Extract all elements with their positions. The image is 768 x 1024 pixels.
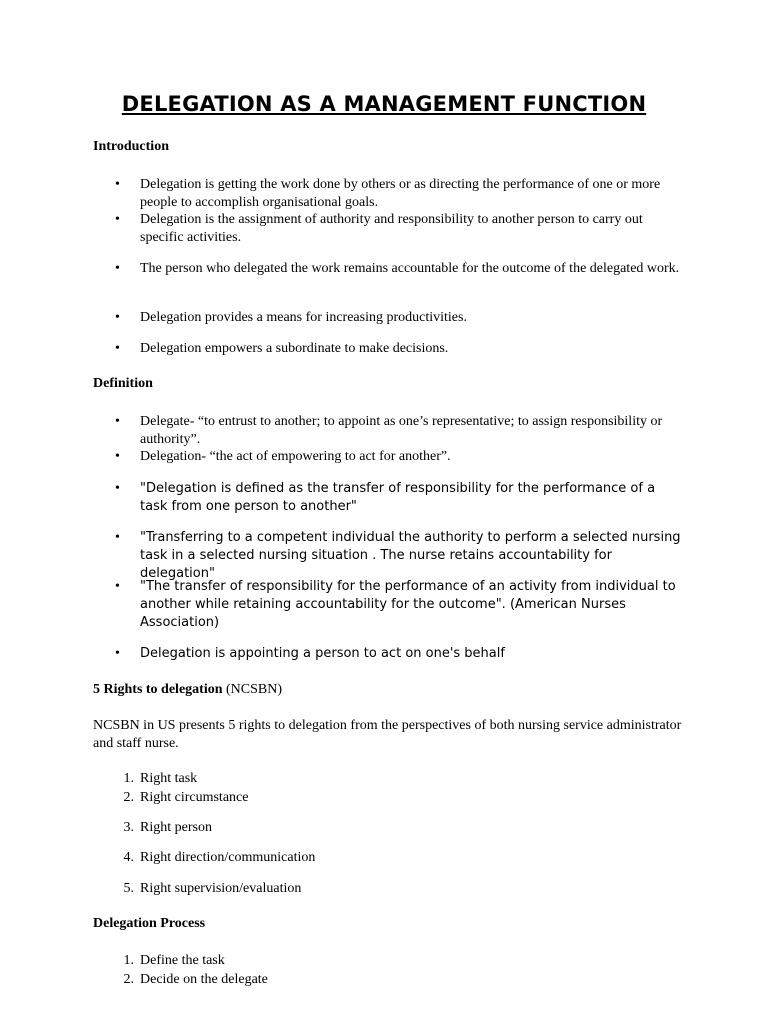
bullet-icon: • (115, 481, 120, 496)
list-item: Delegation empowers a subordinate to make decisions. (140, 341, 449, 356)
list-item: "Transferring to a competent individual the authority to perform a selected nursing task in a selected nursing situation . The nurse retains accountability for delegation" (140, 530, 681, 581)
list-item: Define the task (140, 953, 225, 968)
list-item: Decide on the delegate (140, 972, 268, 987)
list-item: Right supervision/evaluation (140, 881, 302, 896)
list-item: Right circumstance (140, 790, 249, 805)
list-item: Delegation- “the act of empowering to act for another”. (140, 449, 451, 464)
bullet-icon: • (115, 449, 120, 464)
rights-heading-source: (NCSBN) (222, 682, 283, 697)
list-item: Delegation is appointing a person to act on one's behalf (140, 646, 505, 661)
introduction-heading: Introduction (93, 139, 169, 154)
list-item: Delegation is getting the work done by others or as directing the performance of one or more people to accomplish organisational goals. (140, 177, 661, 210)
list-number: 1. (123, 771, 134, 786)
list-item: Right task (140, 771, 198, 786)
bullet-icon: • (115, 646, 120, 661)
bullet-icon: • (115, 414, 120, 429)
bullet-icon: • (115, 530, 120, 545)
list-number: 5. (123, 881, 134, 896)
list-item: Delegate- “to entrust to another; to appoint as one’s representative; to assign responsibility or authority”. (140, 414, 663, 447)
rights-heading-bold: 5 Rights to delegation (93, 682, 223, 697)
bullet-icon: • (115, 212, 120, 227)
list-item: "Delegation is defined as the transfer of responsibility for the performance of a task from one person to another" (140, 481, 656, 514)
bullet-icon: • (115, 177, 120, 192)
process-heading: Delegation Process (93, 916, 206, 931)
list-item: "The transfer of responsibility for the performance of an activity from individual to another while retaining accountability for the outcome". (American Nurses Association) (140, 579, 676, 630)
rights-heading (93, 682, 282, 698)
list-number: 3. (123, 820, 134, 835)
list-number: 2. (123, 972, 134, 987)
list-number: 2. (123, 790, 134, 805)
list-item: The person who delegated the work remains accountable for the outcome of the delegated work. (140, 261, 680, 276)
rights-intro-paragraph: NCSBN in US presents 5 rights to delegation from the perspectives of both nursing service administrator and staff nurse. (93, 718, 682, 751)
list-item: Delegation is the assignment of authority and responsibility to another person to carry out specific activities. (140, 212, 643, 245)
bullet-icon: • (115, 261, 120, 276)
bullet-icon: • (115, 579, 120, 594)
list-item: Right direction/communication (140, 850, 316, 865)
list-number: 4. (123, 850, 134, 865)
list-number: 1. (123, 953, 134, 968)
bullet-icon: • (115, 310, 120, 325)
list-item: Right person (140, 820, 212, 835)
definition-heading: Definition (93, 376, 153, 391)
bullet-icon: • (115, 341, 120, 356)
page-title: DELEGATION AS A MANAGEMENT FUNCTION (121, 92, 647, 116)
list-item: Delegation provides a means for increasing productivities. (140, 310, 467, 325)
